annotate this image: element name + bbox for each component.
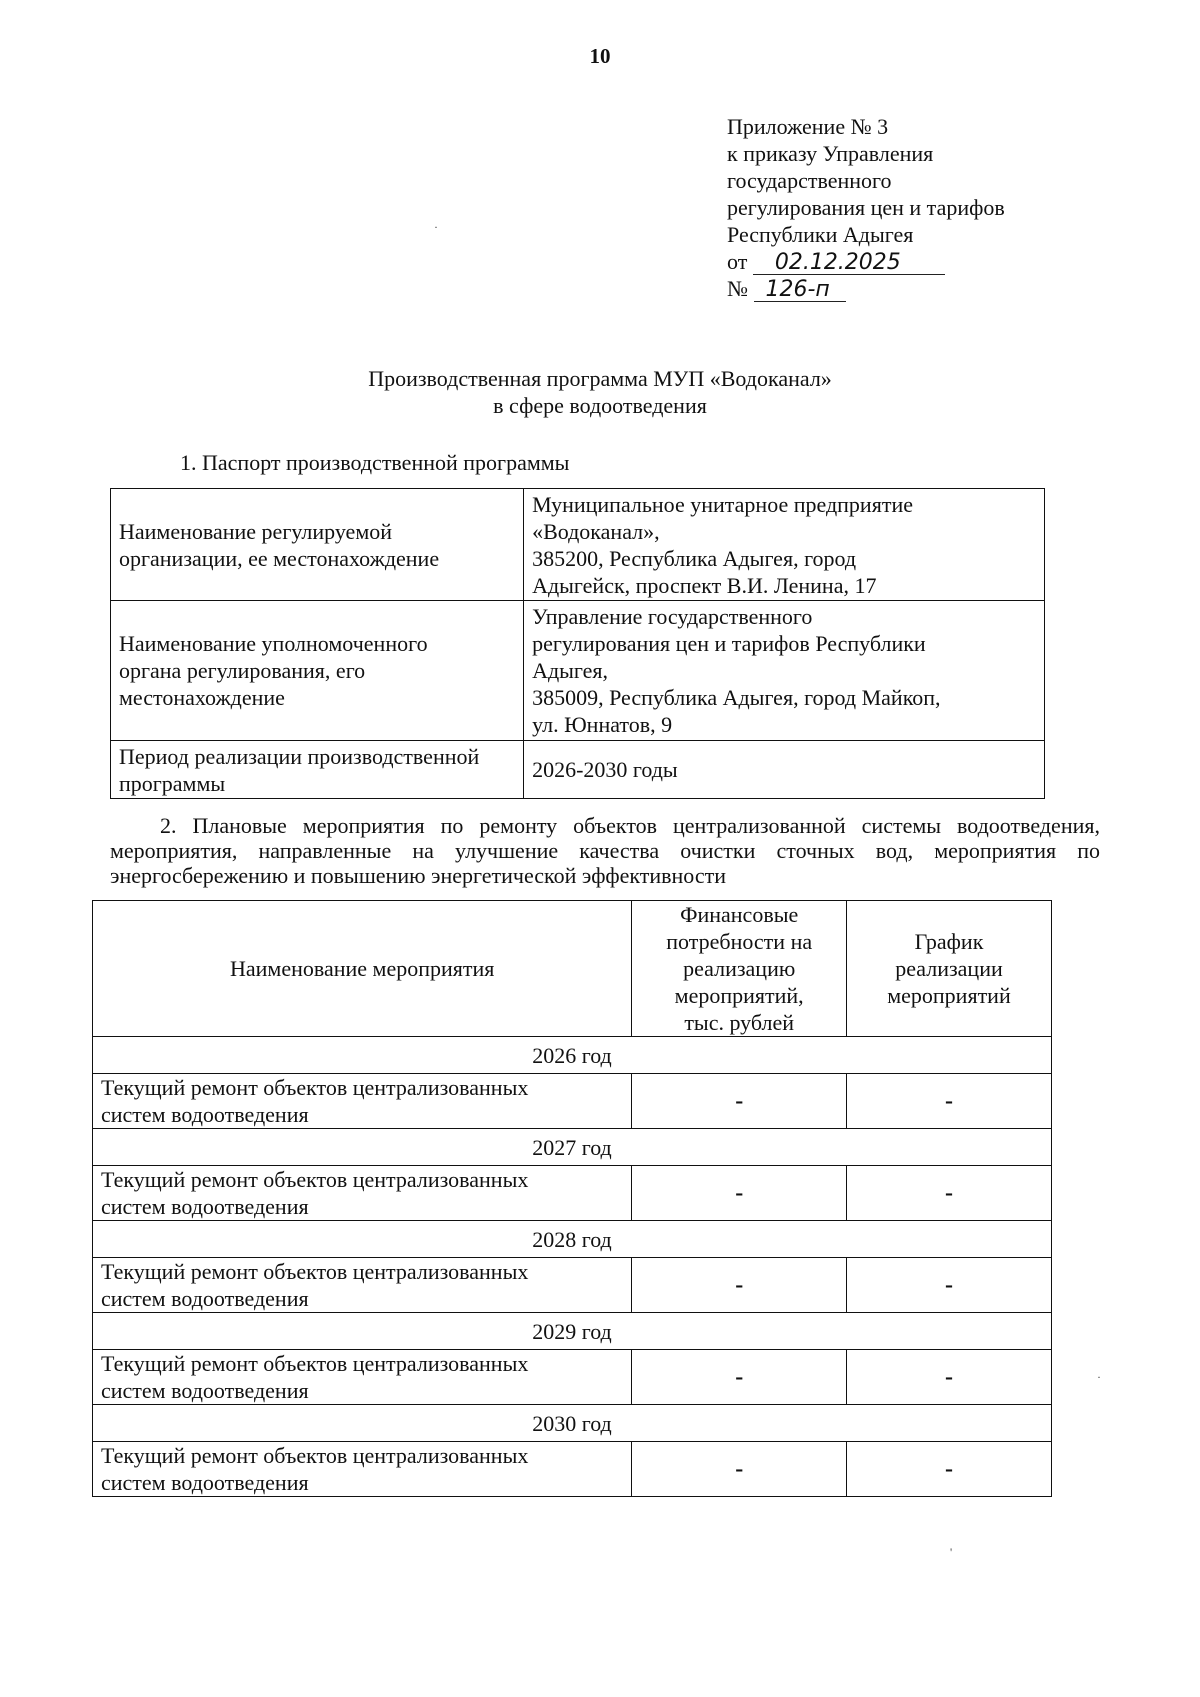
date-prefix: от <box>727 249 748 274</box>
cell-text: Текущий ремонт объектов централизованных <box>101 1167 529 1192</box>
table-row <box>111 489 1045 601</box>
header-schedule <box>846 901 1051 1037</box>
section2-heading: 2. Плановые мероприятия по ремонту объектов централизованной системы водоотведения, мероприятия, направленные на улучшение качества очистки сточных вод, мероприятия по энергосбережению и повышению энергетической эффективности <box>110 813 1100 888</box>
cell-text: 385200, Республика Адыгея, город <box>532 545 857 571</box>
schedule-value: - <box>846 1258 1051 1313</box>
title-line: в сфере водоотведения <box>493 393 707 418</box>
cell-text: Адыгейск, проспект В.И. Ленина, 17 <box>532 572 877 598</box>
appendix-line: к приказу Управления <box>727 141 934 166</box>
year-row <box>93 1129 1052 1166</box>
cell-text: организации, ее местонахождение <box>119 545 440 571</box>
activity-name <box>93 1074 632 1129</box>
appendix-line: регулирования цен и тарифов <box>727 195 1005 220</box>
activity-row <box>93 1074 1052 1129</box>
cell-text: 2026-2030 годы <box>532 757 678 782</box>
cell-text: Адыгея, <box>532 658 609 683</box>
table-cell-value <box>524 489 1045 601</box>
year-label: 2027 год <box>93 1129 1052 1166</box>
year-label: 2028 год <box>93 1221 1052 1258</box>
cell-text: систем водоотведения <box>101 1378 309 1403</box>
cell-text: тыс. рублей <box>684 1010 795 1035</box>
scan-speck: · <box>1097 1370 1101 1384</box>
header-name: Наименование мероприятия <box>93 901 632 1037</box>
activities-table <box>92 900 1052 1497</box>
cell-text: реализацию <box>683 956 796 981</box>
activity-row <box>93 1350 1052 1405</box>
passport-table <box>110 488 1045 799</box>
activity-row <box>93 1166 1052 1221</box>
year-row <box>93 1037 1052 1074</box>
cell-text: Управление государственного <box>532 604 813 629</box>
scan-speck: · <box>434 220 438 234</box>
scan-speck: ' <box>950 1545 953 1559</box>
document-title <box>0 365 1200 419</box>
cell-text: 385009, Республика Адыгея, город Майкоп, <box>532 685 941 710</box>
schedule-value: - <box>846 1166 1051 1221</box>
table-cell-value <box>524 601 1045 741</box>
activity-name <box>93 1258 632 1313</box>
title-line: Производственная программа МУП «Водоканал» <box>368 366 832 391</box>
cell-text: График <box>914 929 984 954</box>
schedule-value: - <box>846 1074 1051 1129</box>
handwritten-date: 02.12.2025 <box>753 252 945 275</box>
year-label: 2026 год <box>93 1037 1052 1074</box>
year-row <box>93 1221 1052 1258</box>
year-row <box>93 1405 1052 1442</box>
appendix-number-line <box>727 275 1005 302</box>
cell-text: Наименование регулируемой <box>119 518 393 544</box>
schedule-value: - <box>846 1442 1051 1497</box>
cell-text: систем водоотведения <box>101 1194 309 1219</box>
activity-name <box>93 1166 632 1221</box>
cell-text: потребности на <box>666 929 813 954</box>
handwritten-number: 126-п <box>754 279 846 302</box>
cell-text: Наименование уполномоченного <box>119 631 428 656</box>
year-label: 2029 год <box>93 1313 1052 1350</box>
cell-text: реализации <box>895 956 1003 981</box>
cell-text: программы <box>119 770 226 796</box>
table-row <box>111 741 1045 799</box>
appendix-date-line <box>727 248 1005 275</box>
table-cell-label <box>111 601 524 741</box>
cell-text: ул. Юннатов, 9 <box>532 712 673 737</box>
finance-value: - <box>632 1166 847 1221</box>
table-row <box>111 601 1045 741</box>
cell-text: Текущий ремонт объектов централизованных <box>101 1351 529 1376</box>
cell-text: Период реализации производственной <box>119 743 480 769</box>
schedule-value: - <box>846 1350 1051 1405</box>
appendix-line: государственного <box>727 168 892 193</box>
cell-text: систем водоотведения <box>101 1102 309 1127</box>
cell-text: Текущий ремонт объектов централизованных <box>101 1443 529 1468</box>
cell-text: органа регулирования, его <box>119 658 366 683</box>
activity-row <box>93 1442 1052 1497</box>
activity-row <box>93 1258 1052 1313</box>
table-cell-label <box>111 489 524 601</box>
year-label: 2030 год <box>93 1405 1052 1442</box>
cell-text: систем водоотведения <box>101 1286 309 1311</box>
cell-text: мероприятий <box>887 983 1011 1008</box>
finance-value: - <box>632 1442 847 1497</box>
table-cell-value <box>524 741 1045 799</box>
table-cell-label <box>111 741 524 799</box>
number-prefix: № <box>727 276 748 301</box>
finance-value: - <box>632 1074 847 1129</box>
finance-value: - <box>632 1258 847 1313</box>
activity-name <box>93 1350 632 1405</box>
header-finance <box>632 901 847 1037</box>
table-header-row <box>93 901 1052 1037</box>
cell-text: регулирования цен и тарифов Республики <box>532 631 926 656</box>
finance-value: - <box>632 1350 847 1405</box>
cell-text: Муниципальное унитарное предприятие <box>532 491 913 517</box>
cell-text: мероприятий, <box>674 983 804 1008</box>
cell-text: местонахождение <box>119 685 285 710</box>
activity-name <box>93 1442 632 1497</box>
page-number: 10 <box>589 44 611 68</box>
appendix-line: Республики Адыгея <box>727 222 914 247</box>
section1-heading: 1. Паспорт производственной программы <box>180 450 570 475</box>
cell-text: Текущий ремонт объектов централизованных <box>101 1075 529 1100</box>
cell-text: Текущий ремонт объектов централизованных <box>101 1259 529 1284</box>
cell-text: «Водоканал», <box>532 518 660 544</box>
cell-text: Финансовые <box>680 902 799 927</box>
appendix-block <box>727 113 1005 302</box>
year-row <box>93 1313 1052 1350</box>
appendix-line: Приложение № 3 <box>727 114 889 139</box>
cell-text: систем водоотведения <box>101 1470 309 1495</box>
